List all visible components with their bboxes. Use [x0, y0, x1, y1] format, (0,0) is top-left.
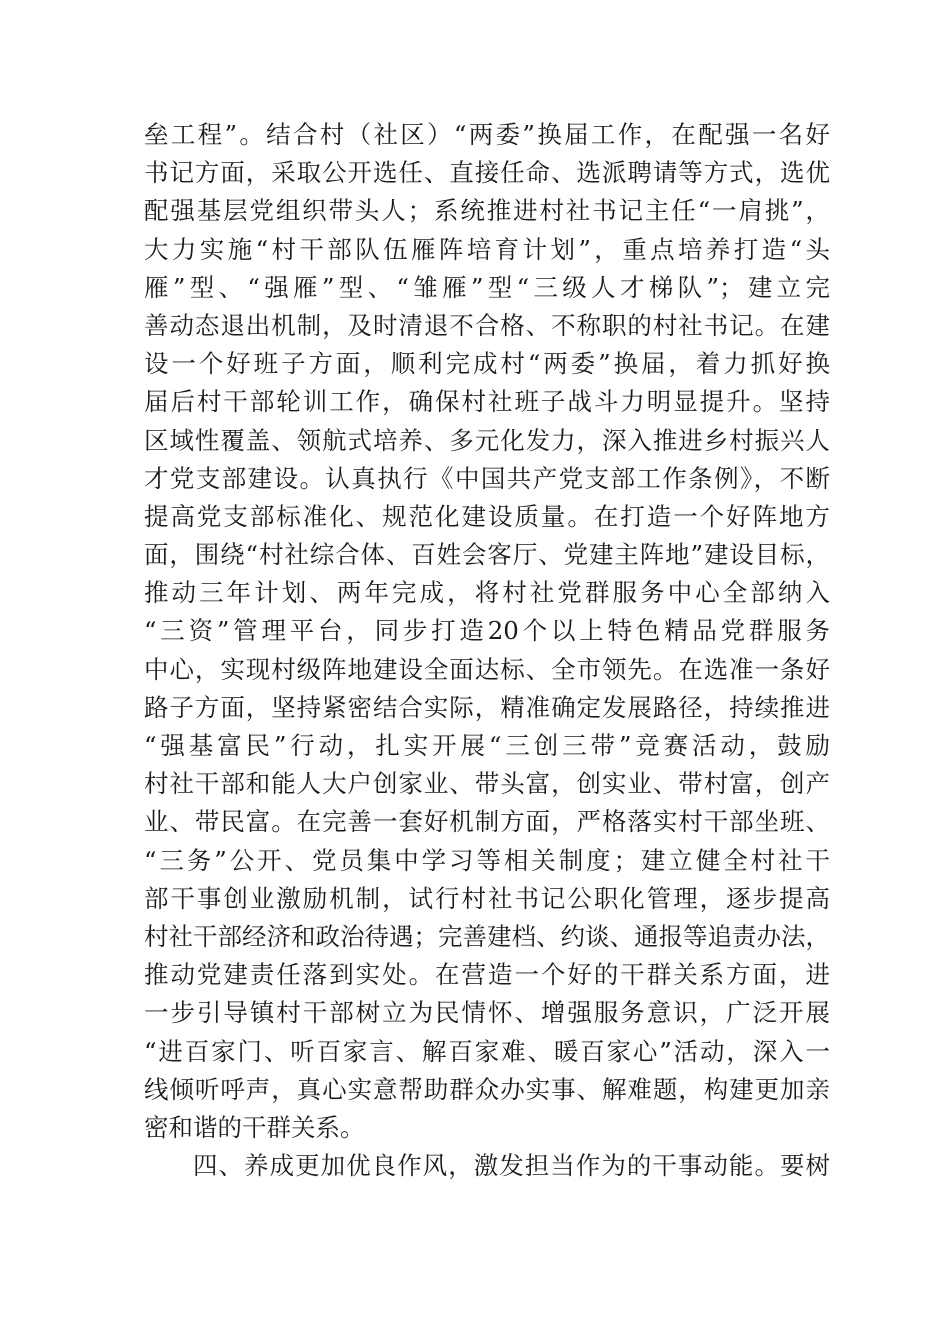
text-line: 一步引导镇村干部树立为民情怀、增强服务意识，广泛开展 [144, 998, 830, 1028]
text-line: 线倾听呼声，真心实意帮助群众办实事、解难题，构建更加亲 [144, 1074, 830, 1104]
text-line: 雁”型、“强雁”型、“雏雁”型“三级人才梯队”；建立完 [144, 272, 830, 302]
text-line: 配强基层党组织带头人；系统推进村社书记主任“一肩挑”， [144, 196, 830, 226]
text-line: 垒工程”。结合村（社区）“两委”换届工作，在配强一名好 [144, 120, 830, 149]
text-line: 推动党建责任落到实处。在营造一个好的干群关系方面，进 [144, 960, 830, 990]
text-line: “三务”公开、党员集中学习等相关制度；建立健全村社干 [144, 845, 830, 875]
text-line: “强基富民”行动，扎实开展“三创三带”竞赛活动，鼓励 [144, 731, 830, 760]
text-line: “三资”管理平台，同步打造20个以上特色精品党群服务 [144, 616, 830, 646]
text-line: 才党支部建设。认真执行《中国共产党支部工作条例》，不断 [144, 463, 830, 493]
text-line: 推动三年计划、两年完成，将村社党群服务中心全部纳入 [144, 578, 830, 608]
text-line: 善动态退出机制，及时清退不合格、不称职的村社书记。在建 [144, 310, 830, 340]
body-text [144, 116, 830, 1185]
text-line: 业、带民富。在完善一套好机制方面，严格落实村干部坐班、 [144, 807, 830, 837]
text-line: 届后村干部轮训工作，确保村社班子战斗力明显提升。坚持 [144, 387, 830, 417]
text-line: 村社干部和能人大户创家业、带头富，创实业、带村富，创产 [144, 769, 830, 799]
text-line: 部干事创业激励机制，试行村社书记公职化管理，逐步提高 [144, 883, 830, 913]
section-heading-line: 四、养成更加优良作风，激发担当作为的干事动能。要树 [193, 1151, 830, 1181]
text-line: 大力实施“村干部队伍雁阵培育计划”，重点培养打造“头 [144, 234, 830, 264]
text-line: 区域性覆盖、领航式培养、多元化发力，深入推进乡村振兴人 [144, 425, 830, 455]
text-line: 村社干部经济和政治待遇；完善建档、约谈、通报等追责办法， [144, 921, 830, 951]
text-line: 提高党支部标准化、规范化建设质量。在打造一个好阵地方 [144, 501, 830, 531]
text-line: 设一个好班子方面，顺利完成村“两委”换届，着力抓好换 [144, 349, 830, 379]
text-line: 书记方面，采取公开选任、直接任命、选派聘请等方式，选优 [144, 158, 830, 188]
text-line: 中心，实现村级阵地建设全面达标、全市领先。在选准一条好 [144, 654, 830, 684]
text-line: “进百家门、听百家言、解百家难、暖百家心”活动，深入一 [144, 1036, 830, 1066]
text-line: 面，围绕“村社综合体、百姓会客厅、党建主阵地”建设目标， [144, 540, 830, 570]
text-line: 路子方面，坚持紧密结合实际，精准确定发展路径，持续推进 [144, 692, 830, 722]
paragraph-end-line: 密和谐的干群关系。 [144, 1112, 365, 1142]
